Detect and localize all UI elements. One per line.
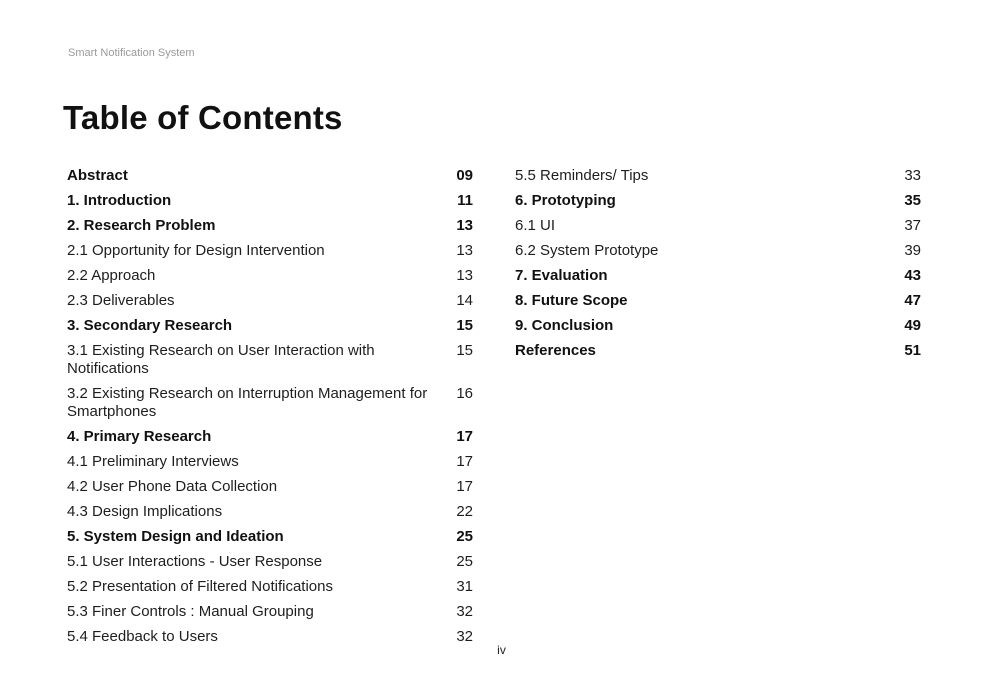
toc-entry[interactable]: [67, 342, 473, 378]
toc-entry-title: 4.1 Preliminary Interviews: [67, 453, 239, 470]
running-header: Smart Notification System: [68, 47, 195, 59]
toc-entry[interactable]: [67, 503, 473, 521]
toc-entry-title: 6. Prototyping: [515, 192, 616, 209]
toc-entry[interactable]: [67, 317, 473, 335]
toc-entry[interactable]: [67, 385, 473, 421]
toc-entry-page-number: 39: [904, 242, 921, 259]
toc-entry-page-number: 17: [456, 478, 473, 495]
toc-entry-page-number: 25: [456, 528, 473, 545]
toc-entry[interactable]: [67, 267, 473, 285]
toc-entry-title: References: [515, 342, 596, 359]
toc-entry-page-number: 25: [456, 553, 473, 570]
toc-entry[interactable]: [67, 453, 473, 471]
toc-entry[interactable]: [515, 217, 921, 235]
toc-entry[interactable]: [515, 292, 921, 310]
toc-entry[interactable]: [515, 342, 921, 360]
toc-entry-page-number: 11: [457, 192, 473, 209]
toc-entry-page-number: 16: [456, 385, 473, 402]
toc-entry[interactable]: [67, 478, 473, 496]
toc-entry-title: 1. Introduction: [67, 192, 172, 209]
toc-entry-title: 4.3 Design Implications: [67, 503, 223, 520]
toc-entry-page-number: 09: [456, 167, 473, 184]
toc-column-right: [515, 167, 921, 367]
toc-entry-page-number: 31: [456, 578, 473, 595]
toc-entry-title: 3. Secondary Research: [67, 317, 233, 334]
toc-entry[interactable]: [67, 167, 473, 185]
toc-entry[interactable]: [515, 167, 921, 185]
toc-entry[interactable]: [67, 192, 473, 210]
toc-entry-title: 2.3 Deliverables: [67, 292, 175, 309]
toc-entry-page-number: 22: [456, 503, 473, 520]
toc-entry[interactable]: [515, 192, 921, 210]
toc-entry-page-number: 13: [456, 217, 473, 234]
toc-entry-page-number: 37: [904, 217, 921, 234]
toc-entry[interactable]: [67, 528, 473, 546]
toc-entry-page-number: 15: [456, 317, 473, 334]
page-title: Table of Contents: [63, 99, 343, 136]
toc-entry-page-number: 35: [904, 192, 921, 209]
toc-entry-page-number: 32: [456, 603, 473, 620]
toc-entry-title: 4.2 User Phone Data Collection: [67, 478, 278, 495]
toc-entry-title: 4. Primary Research: [67, 428, 212, 445]
toc-entry[interactable]: [515, 267, 921, 285]
toc-entry-page-number: 17: [456, 428, 473, 445]
toc-entry-title: 2. Research Problem: [67, 217, 216, 234]
toc-entry-page-number: 47: [904, 292, 921, 309]
toc-entry-title: 3.2 Existing Research on Interruption Management for Smartphones: [67, 385, 428, 420]
toc-entry-title: Abstract: [67, 167, 128, 184]
toc-entry[interactable]: [67, 553, 473, 571]
toc-entry-page-number: 17: [456, 453, 473, 470]
toc-entry-title: 6.1 UI: [515, 217, 556, 234]
toc-entry[interactable]: [515, 242, 921, 260]
toc-entry[interactable]: [67, 428, 473, 446]
toc-entry-title: 5.1 User Interactions - User Response: [67, 553, 323, 570]
toc-entry-title: 7. Evaluation: [515, 267, 608, 284]
toc-entry-title: 5.2 Presentation of Filtered Notifications: [67, 578, 333, 595]
toc-entry[interactable]: [67, 578, 473, 596]
toc-column-left: [67, 167, 473, 653]
page-number: iv: [497, 643, 506, 657]
toc-entry-page-number: 13: [456, 242, 473, 259]
toc-entry-page-number: 14: [456, 292, 473, 309]
toc-entry-title: 5.3 Finer Controls : Manual Grouping: [67, 603, 314, 620]
toc-entry[interactable]: [515, 317, 921, 335]
toc-entry-title: 5.5 Reminders/ Tips: [515, 167, 649, 184]
toc-entry[interactable]: [67, 292, 473, 310]
toc-entry-title: 8. Future Scope: [515, 292, 628, 309]
toc-entry-title: 6.2 System Prototype: [515, 242, 659, 259]
toc-entry-page-number: 33: [904, 167, 921, 184]
toc-entry-page-number: 51: [904, 342, 921, 359]
toc-entry-page-number: 13: [456, 267, 473, 284]
toc-entry-page-number: 49: [904, 317, 921, 334]
toc-entry[interactable]: [67, 603, 473, 621]
toc-entry[interactable]: [67, 242, 473, 260]
toc-entry-title: 5. System Design and Ideation: [67, 528, 284, 545]
toc-entry-title: 2.1 Opportunity for Design Intervention: [67, 242, 325, 259]
toc-entry-page-number: 15: [456, 342, 473, 359]
toc-entry-title: 9. Conclusion: [515, 317, 614, 334]
toc-entry[interactable]: [67, 217, 473, 235]
toc-entry-page-number: 43: [904, 267, 921, 284]
toc-entry-page-number: 32: [456, 628, 473, 645]
toc-entry-title: 3.1 Existing Research on User Interaction with Notifications: [67, 342, 375, 377]
toc-entry-title: 5.4 Feedback to Users: [67, 628, 218, 645]
toc-entry-title: 2.2 Approach: [67, 267, 156, 284]
